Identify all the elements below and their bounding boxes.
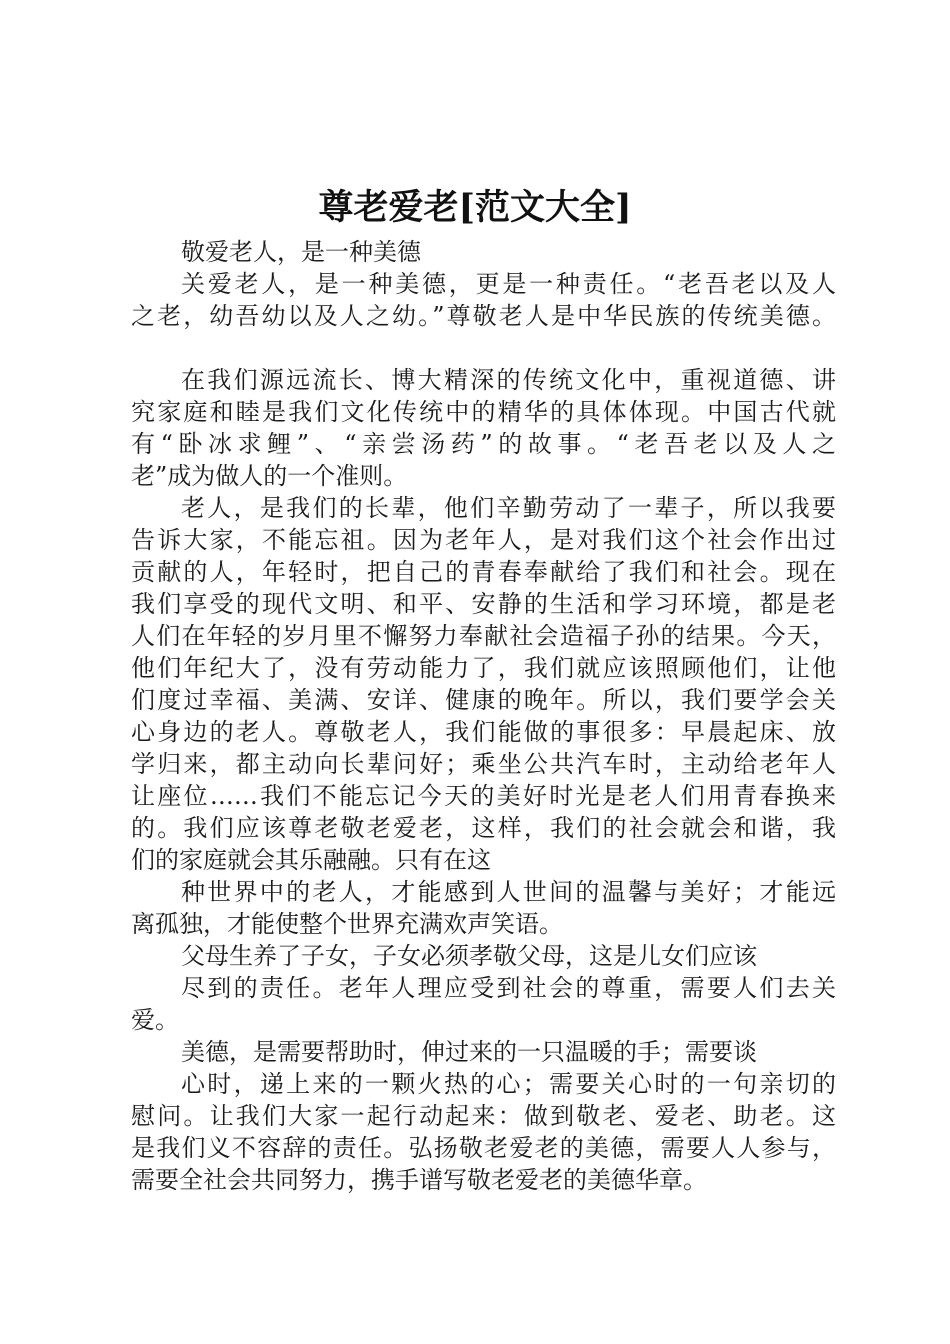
text-line: 我们享受的现代文明、和平、安静的生活和学习环境，都是老 — [131, 590, 836, 618]
text-line: 贡献的人，年轻时，把自己的青春奉献给了我们和社会。现在 — [131, 558, 836, 586]
text-line: 让座位……我们不能忘记今天的美好时光是老人们用青春换来 — [131, 782, 836, 810]
text-line: 们度过幸福、美满、安详、健康的晚年。所以，我们要学会关 — [131, 686, 836, 714]
text-line: 究家庭和睦是我们文化传统中的精华的具体体现。中国古代就 — [131, 398, 836, 426]
text-line: 爱。 — [131, 1006, 179, 1034]
text-line: 种世界中的老人，才能感到人世间的温馨与美好；才能远 — [181, 878, 836, 906]
text-line: 尽到的责任。老年人理应受到社会的尊重，需要人们去关 — [181, 974, 836, 1002]
blank-line — [131, 332, 836, 364]
text-line: 老”成为做人的一个准则。 — [131, 462, 408, 490]
text-line: 美德，是需要帮助时，伸过来的一只温暖的手；需要谈 — [181, 1038, 757, 1066]
text-line: 告诉大家，不能忘祖。因为老年人，是对我们这个社会作出过 — [131, 526, 836, 554]
text-line: 心时，递上来的一颗火热的心；需要关心时的一句亲切的 — [181, 1070, 836, 1098]
text-line: 心身边的老人。尊敬老人，我们能做的事很多：早晨起床、放 — [131, 718, 836, 746]
text-line: 需要全社会共同努力，携手谱写敬老爱老的美德华章。 — [131, 1166, 707, 1194]
text-line: 关爱老人，是一种美德，更是一种责任。“老吾老以及人 — [181, 270, 836, 298]
text-line: 之老，幼吾幼以及人之幼。”尊敬老人是中华民族的传统美德。 — [131, 302, 836, 330]
text-line: 们的家庭就会其乐融融。只有在这 — [131, 846, 491, 874]
text-line: 他们年纪大了，没有劳动能力了，我们就应该照顾他们，让他 — [131, 654, 836, 682]
document-body — [131, 236, 836, 1196]
text-line: 敬爱老人，是一种美德 — [181, 238, 421, 266]
text-line: 慰问。让我们大家一起行动起来：做到敬老、爱老、助老。这 — [131, 1102, 836, 1130]
text-line: 是我们义不容辞的责任。弘扬敬老爱老的美德，需要人人参与， — [131, 1134, 836, 1162]
text-line: 在我们源远流长、博大精深的传统文化中，重视道德、讲 — [181, 366, 836, 394]
text-line: 父母生养了子女，子女必须孝敬父母，这是儿女们应该 — [181, 942, 757, 970]
text-line: 的。我们应该尊老敬老爱老，这样，我们的社会就会和谐，我 — [131, 814, 836, 842]
text-line: 离孤独，才能使整个世界充满欢声笑语。 — [131, 910, 563, 938]
text-line: 有“卧冰求鲤”、“亲尝汤药”的故事。“老吾老以及人之 — [131, 430, 836, 458]
text-line: 学归来，都主动向长辈问好；乘坐公共汽车时，主动给老年人 — [131, 750, 836, 778]
document-title: 尊老爱老[范文大全] — [318, 187, 632, 228]
text-line: 人们在年轻的岁月里不懈努力奉献社会造福子孙的结果。今天， — [131, 622, 836, 650]
text-line: 老人，是我们的长辈，他们辛勤劳动了一辈子，所以我要 — [181, 494, 836, 522]
